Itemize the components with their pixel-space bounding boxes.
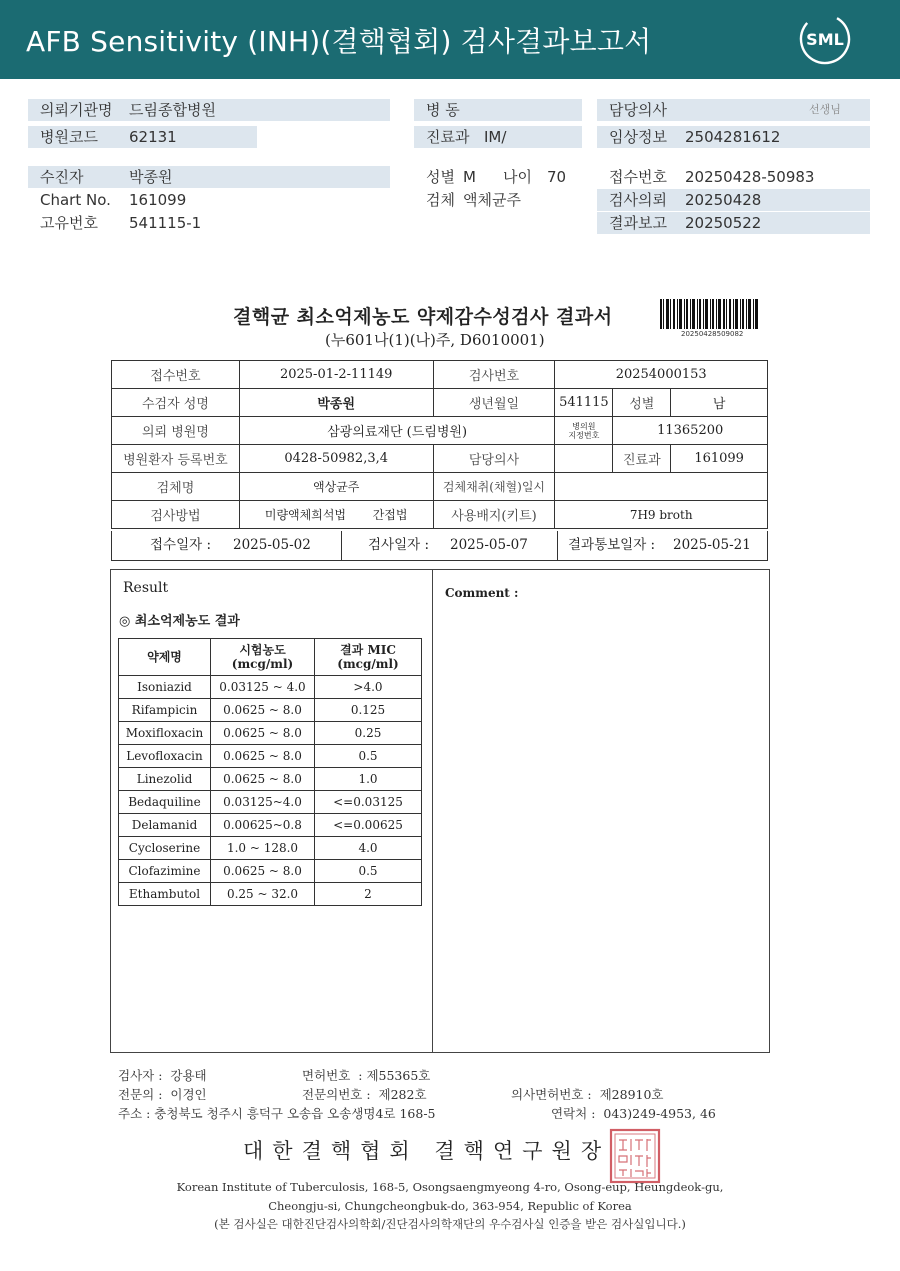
age-value: 70 <box>547 168 567 186</box>
mic-cell-mic: 0.25 <box>315 722 422 745</box>
request-row: 검사의뢰 20250428 <box>597 189 870 211</box>
mic-cell-range: 0.0625 ~ 8.0 <box>211 860 315 883</box>
result-subtitle: ◎ 최소억제농도 결과 <box>119 614 240 629</box>
mic-cell-drug: Bedaquiline <box>119 791 211 814</box>
hospital-row: 의뢰기관명 드림종합병원 <box>28 99 390 121</box>
test-date: 2025-05-07 <box>450 537 528 553</box>
sex-value: M <box>463 168 476 186</box>
document-title: 결핵균 최소억제농도 약제감수성검사 결과서 <box>233 306 613 328</box>
barcode <box>660 299 758 329</box>
mic-cell-mic: >4.0 <box>315 676 422 699</box>
table-row <box>119 745 422 768</box>
english-address-2: Cheongju-si, Chungcheongbuk-do, 363-954, Republic of Korea <box>268 1199 632 1213</box>
clinical-row: 임상정보 2504281612 <box>597 126 870 148</box>
report-header <box>0 0 900 79</box>
mic-header-drug: 약제명 <box>119 639 211 676</box>
dates-row: 접수일자 : 2025-05-02 검사일자 : 2025-05-07 결과통보일자 : 2025-05-21 <box>111 531 768 561</box>
address-line: 주소 : 충청북도 청주시 흥덕구 오송읍 오송생명4로 168-5 <box>118 1106 436 1121</box>
mic-cell-mic: 1.0 <box>315 768 422 791</box>
doctor-row: 담당의사 선생님 <box>597 99 870 121</box>
mic-cell-range: 0.03125~4.0 <box>211 791 315 814</box>
clinical-value: 2504281612 <box>685 128 781 146</box>
dept-value: IM/ <box>484 128 507 146</box>
inst-code-label: 병의원 지정번호 <box>555 417 613 445</box>
mic-cell-drug: Moxifloxacin <box>119 722 211 745</box>
institution: 삼광의료재단 (드림병원) <box>239 417 555 445</box>
mic-cell-range: 0.0625 ~ 8.0 <box>211 768 315 791</box>
table-row <box>119 791 422 814</box>
official-seal <box>609 1128 661 1184</box>
mic-cell-drug: Delamanid <box>119 814 211 837</box>
tester-line: 검사자 : 강용태 <box>118 1068 207 1083</box>
notify-date: 2025-05-21 <box>673 537 751 553</box>
table-row <box>119 883 422 906</box>
report-date-value: 20250522 <box>685 214 762 232</box>
chart-value: 161099 <box>129 191 187 209</box>
registration-no: 0428-50982,3,4 <box>239 445 433 473</box>
mic-cell-range: 1.0 ~ 128.0 <box>211 837 315 860</box>
mic-cell-mic: 0.125 <box>315 699 422 722</box>
dept-row: 진료과 IM/ <box>414 126 582 148</box>
logo-text: SML <box>806 30 844 49</box>
receipt-no: 2025-01-2-11149 <box>239 361 433 389</box>
mic-header-range: 시험농도 (mcg/ml) <box>211 639 315 676</box>
table-row <box>119 768 422 791</box>
hospital-code-row: 병원코드 62131 <box>28 126 257 148</box>
table-row <box>119 860 422 883</box>
mic-cell-drug: Rifampicin <box>119 699 211 722</box>
chart-row: Chart No. 161099 <box>40 191 187 209</box>
mic-table <box>118 638 422 906</box>
specimen-name: 액상균주 <box>239 473 433 501</box>
mic-cell-drug: Ethambutol <box>119 883 211 906</box>
receipt-value: 20250428-50983 <box>685 168 815 186</box>
patient-value: 박종원 <box>129 168 173 186</box>
result-title: Result <box>123 580 169 596</box>
ward-row: 병 동 <box>414 99 582 121</box>
uid-value: 541115-1 <box>129 214 202 232</box>
report-date-row: 결과보고 20250522 <box>597 212 870 234</box>
uid-row: 고유번호 541115-1 <box>40 214 202 232</box>
table-row <box>119 676 422 699</box>
sml-logo <box>798 12 852 66</box>
table-row <box>119 837 422 860</box>
specimen-value: 액체균주 <box>463 191 521 209</box>
sex-age-row: 성별 M 나이 70 <box>426 168 567 186</box>
barcode-number: 20250428509082 <box>681 330 744 338</box>
mic-cell-range: 0.0625 ~ 8.0 <box>211 722 315 745</box>
mic-cell-range: 0.00625~0.8 <box>211 814 315 837</box>
hospital-value: 드림종합병원 <box>129 101 216 119</box>
certification-note: (본 검사실은 대한진단검사의학회/진단검사의학재단의 우수검사실 인증을 받은 검사실입니다.) <box>214 1217 686 1231</box>
mic-cell-drug: Cycloserine <box>119 837 211 860</box>
mic-cell-drug: Clofazimine <box>119 860 211 883</box>
mic-header-mic: 결과 MIC (mcg/ml) <box>315 639 422 676</box>
comment-label: Comment : <box>445 586 519 600</box>
hospital-code-value: 62131 <box>129 128 177 146</box>
dept-code: 161099 <box>671 445 768 473</box>
patient-name: 박종원 <box>239 389 433 417</box>
organization-name: 대한결핵협회 결핵연구원장 <box>243 1139 611 1163</box>
mic-cell-range: 0.0625 ~ 8.0 <box>211 745 315 768</box>
report-title: AFB Sensitivity (INH)(결핵협회) 검사결과보고서 <box>26 25 652 58</box>
table-row <box>119 814 422 837</box>
specimen-row: 검체 액체균주 <box>426 191 521 209</box>
sex: 남 <box>671 389 768 417</box>
request-value: 20250428 <box>685 191 762 209</box>
patient-info-table: 접수번호 2025-01-2-11149 검사번호 20254000153 수검자 성명 박종원 생년월일 541115 성별 남 의뢰 병원명 삼광의료재단 (드림병원) 병의원 지정번호 11365200 병원환자 등록번호 0428-50982,3,4 담당의사 진료과 161099 검체명 액상균주 검체채취(채혈)일시 검사방법 미량액체희석법 간접법 사용배지(키트) 7H9 broth <box>111 360 768 529</box>
mic-cell-range: 0.25 ~ 32.0 <box>211 883 315 906</box>
mic-cell-range: 0.0625 ~ 8.0 <box>211 699 315 722</box>
mic-cell-mic: <=0.00625 <box>315 814 422 837</box>
receipt-row: 접수번호 20250428-50983 <box>609 168 815 186</box>
mic-cell-range: 0.03125 ~ 4.0 <box>211 676 315 699</box>
inst-code: 11365200 <box>613 417 768 445</box>
mic-cell-drug: Levofloxacin <box>119 745 211 768</box>
specialist-line: 전문의 : 이경인 <box>118 1087 207 1102</box>
mic-cell-mic: 4.0 <box>315 837 422 860</box>
table-row <box>119 722 422 745</box>
table-row <box>119 699 422 722</box>
mic-cell-mic: 0.5 <box>315 745 422 768</box>
birth-date: 541115 <box>555 389 613 417</box>
mic-cell-mic: 0.5 <box>315 860 422 883</box>
test-method: 미량액체희석법 간접법 <box>239 501 433 529</box>
mic-cell-drug: Linezolid <box>119 768 211 791</box>
mic-cell-mic: <=0.03125 <box>315 791 422 814</box>
test-no: 20254000153 <box>555 361 768 389</box>
receipt-date: 2025-05-02 <box>233 537 311 553</box>
medium: 7H9 broth <box>555 501 768 529</box>
mic-cell-mic: 2 <box>315 883 422 906</box>
mic-cell-drug: Isoniazid <box>119 676 211 699</box>
english-address-1: Korean Institute of Tuberculosis, 168-5, Osongsaengmyeong 4-ro, Osong-eup, Heungdeok-gu, <box>176 1180 724 1194</box>
document-subtitle: (누601나(1)(나)주, D6010001) <box>325 331 545 349</box>
patient-row: 수진자 박종원 <box>28 166 390 188</box>
